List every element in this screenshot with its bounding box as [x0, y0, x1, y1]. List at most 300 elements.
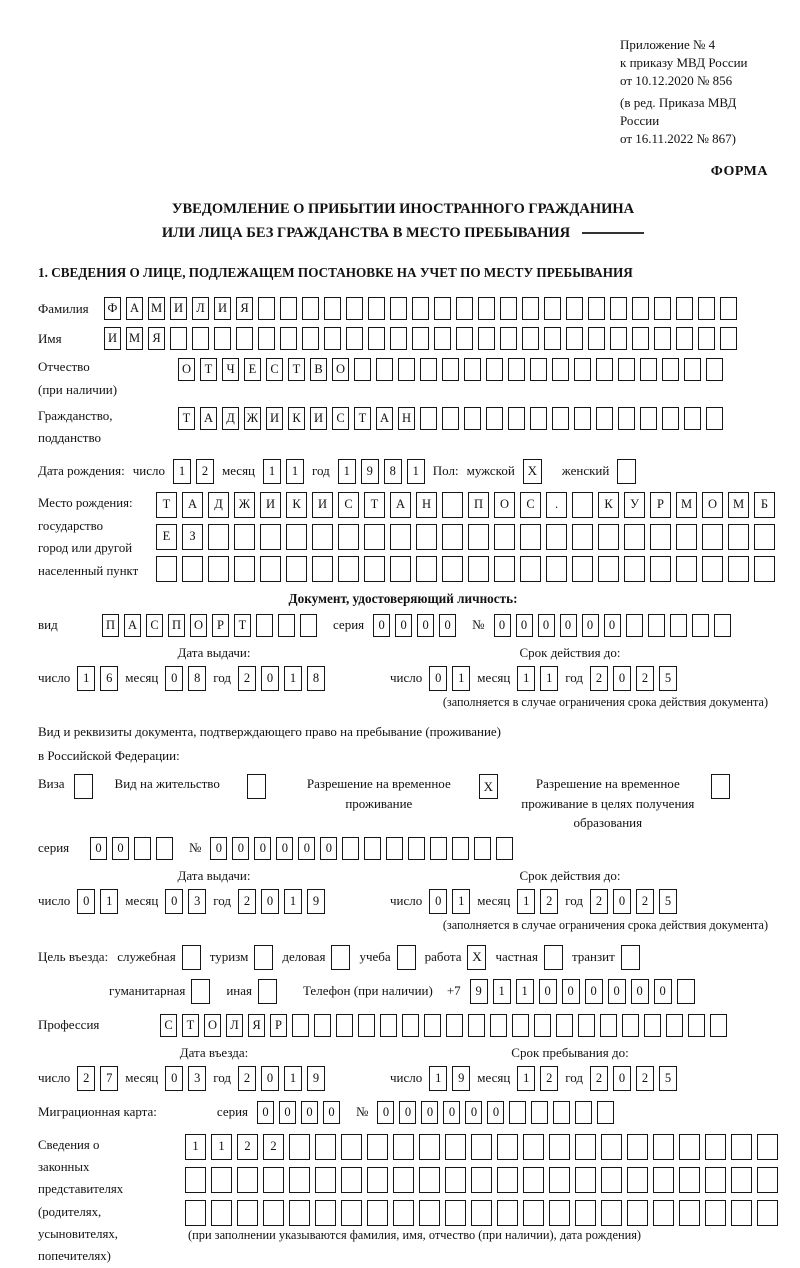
char-cell[interactable] [575, 1200, 596, 1226]
char-cell[interactable] [393, 1134, 414, 1160]
char-cell[interactable]: А [200, 407, 217, 430]
char-cell[interactable] [468, 1014, 485, 1037]
purpose-work-checkbox[interactable]: X [467, 945, 486, 970]
char-cell[interactable]: А [376, 407, 393, 430]
char-cell[interactable]: П [468, 492, 489, 518]
char-cell[interactable]: 0 [538, 614, 555, 637]
char-cell[interactable] [706, 358, 723, 381]
char-cell[interactable] [544, 297, 561, 320]
char-cell[interactable]: 0 [279, 1101, 296, 1124]
char-cell[interactable] [714, 614, 731, 637]
char-cell[interactable]: 1 [185, 1134, 206, 1160]
char-cell[interactable] [445, 1200, 466, 1226]
char-cell[interactable] [471, 1167, 492, 1193]
char-cell[interactable]: Я [236, 297, 253, 320]
char-cell[interactable] [728, 524, 749, 550]
char-cell[interactable] [731, 1134, 752, 1160]
char-cell[interactable]: 1 [284, 666, 302, 691]
char-cell[interactable]: Д [222, 407, 239, 430]
char-cell[interactable] [601, 1167, 622, 1193]
char-cell[interactable]: 0 [112, 837, 129, 860]
char-cell[interactable] [258, 297, 275, 320]
char-cell[interactable]: К [286, 492, 307, 518]
char-cell[interactable]: 6 [100, 666, 118, 691]
char-cell[interactable] [522, 327, 539, 350]
char-cell[interactable] [386, 837, 403, 860]
char-cell[interactable] [632, 297, 649, 320]
char-cell[interactable] [552, 358, 569, 381]
char-cell[interactable]: 0 [494, 614, 511, 637]
char-cell[interactable] [572, 524, 593, 550]
char-cell[interactable]: 0 [399, 1101, 416, 1124]
sex-female-checkbox[interactable] [617, 459, 636, 484]
char-cell[interactable] [315, 1200, 336, 1226]
char-cell[interactable]: О [494, 492, 515, 518]
char-cell[interactable]: 3 [188, 889, 206, 914]
char-cell[interactable]: 0 [254, 837, 271, 860]
char-cell[interactable]: Д [208, 492, 229, 518]
char-cell[interactable] [575, 1167, 596, 1193]
char-cell[interactable] [710, 1014, 727, 1037]
char-cell[interactable] [419, 1200, 440, 1226]
char-cell[interactable]: 0 [301, 1101, 318, 1124]
char-cell[interactable] [676, 297, 693, 320]
char-cell[interactable]: 0 [261, 1066, 279, 1091]
char-cell[interactable]: У [624, 492, 645, 518]
char-cell[interactable] [549, 1167, 570, 1193]
char-cell[interactable]: Р [650, 492, 671, 518]
char-cell[interactable]: А [390, 492, 411, 518]
char-cell[interactable] [523, 1134, 544, 1160]
char-cell[interactable]: 2 [263, 1134, 284, 1160]
char-cell[interactable]: 2 [636, 1066, 654, 1091]
char-cell[interactable] [640, 407, 657, 430]
char-cell[interactable] [456, 327, 473, 350]
char-cell[interactable] [676, 556, 697, 582]
char-cell[interactable]: 0 [421, 1101, 438, 1124]
char-cell[interactable] [393, 1200, 414, 1226]
purpose-official-checkbox[interactable] [182, 945, 201, 970]
char-cell[interactable]: Р [212, 614, 229, 637]
char-cell[interactable] [341, 1200, 362, 1226]
char-cell[interactable] [314, 1014, 331, 1037]
char-cell[interactable]: 2 [77, 1066, 95, 1091]
char-cell[interactable] [182, 556, 203, 582]
char-cell[interactable] [679, 1134, 700, 1160]
char-cell[interactable]: Т [200, 358, 217, 381]
char-cell[interactable] [312, 524, 333, 550]
char-cell[interactable] [486, 358, 503, 381]
purpose-tourism-checkbox[interactable] [254, 945, 273, 970]
char-cell[interactable]: М [728, 492, 749, 518]
char-cell[interactable]: 0 [631, 979, 649, 1004]
char-cell[interactable] [134, 837, 151, 860]
char-cell[interactable]: 1 [517, 666, 535, 691]
char-cell[interactable] [156, 556, 177, 582]
char-cell[interactable] [260, 524, 281, 550]
char-cell[interactable]: 2 [636, 666, 654, 691]
char-cell[interactable] [698, 327, 715, 350]
char-cell[interactable]: 1 [77, 666, 95, 691]
char-cell[interactable] [640, 358, 657, 381]
char-cell[interactable]: 0 [373, 614, 390, 637]
char-cell[interactable] [237, 1200, 258, 1226]
char-cell[interactable] [601, 1134, 622, 1160]
char-cell[interactable] [211, 1200, 232, 1226]
char-cell[interactable] [442, 407, 459, 430]
char-cell[interactable] [474, 837, 491, 860]
char-cell[interactable] [263, 1167, 284, 1193]
char-cell[interactable]: 0 [613, 889, 631, 914]
char-cell[interactable] [442, 524, 463, 550]
char-cell[interactable] [364, 837, 381, 860]
char-cell[interactable]: 0 [261, 889, 279, 914]
char-cell[interactable] [368, 297, 385, 320]
option-temp-residence-education-checkbox[interactable] [711, 774, 730, 799]
char-cell[interactable] [662, 358, 679, 381]
char-cell[interactable] [286, 556, 307, 582]
char-cell[interactable] [442, 492, 463, 518]
char-cell[interactable] [574, 358, 591, 381]
char-cell[interactable]: Т [156, 492, 177, 518]
char-cell[interactable] [280, 297, 297, 320]
char-cell[interactable] [412, 297, 429, 320]
option-temp-residence-checkbox[interactable]: X [479, 774, 498, 799]
char-cell[interactable] [286, 524, 307, 550]
char-cell[interactable]: 1 [540, 666, 558, 691]
char-cell[interactable] [424, 1014, 441, 1037]
char-cell[interactable]: 0 [539, 979, 557, 1004]
char-cell[interactable] [452, 837, 469, 860]
char-cell[interactable]: П [168, 614, 185, 637]
char-cell[interactable]: 0 [257, 1101, 274, 1124]
char-cell[interactable] [302, 297, 319, 320]
char-cell[interactable] [390, 556, 411, 582]
char-cell[interactable] [705, 1167, 726, 1193]
char-cell[interactable]: А [182, 492, 203, 518]
char-cell[interactable] [677, 979, 695, 1004]
char-cell[interactable]: С [146, 614, 163, 637]
char-cell[interactable]: 0 [487, 1101, 504, 1124]
char-cell[interactable] [556, 1014, 573, 1037]
char-cell[interactable]: 2 [636, 889, 654, 914]
char-cell[interactable] [596, 358, 613, 381]
char-cell[interactable] [364, 556, 385, 582]
char-cell[interactable] [598, 556, 619, 582]
char-cell[interactable] [471, 1134, 492, 1160]
char-cell[interactable] [346, 297, 363, 320]
char-cell[interactable]: О [332, 358, 349, 381]
char-cell[interactable]: 5 [659, 889, 677, 914]
char-cell[interactable] [662, 407, 679, 430]
char-cell[interactable] [258, 327, 275, 350]
char-cell[interactable] [156, 837, 173, 860]
char-cell[interactable]: 1 [263, 459, 281, 484]
char-cell[interactable]: О [190, 614, 207, 637]
char-cell[interactable]: 0 [276, 837, 293, 860]
char-cell[interactable]: К [288, 407, 305, 430]
char-cell[interactable]: 0 [320, 837, 337, 860]
char-cell[interactable] [575, 1101, 592, 1124]
char-cell[interactable]: Б [754, 492, 775, 518]
char-cell[interactable]: 2 [540, 1066, 558, 1091]
char-cell[interactable]: 0 [165, 666, 183, 691]
char-cell[interactable] [549, 1134, 570, 1160]
char-cell[interactable] [419, 1167, 440, 1193]
char-cell[interactable] [523, 1167, 544, 1193]
char-cell[interactable] [434, 327, 451, 350]
char-cell[interactable] [402, 1014, 419, 1037]
char-cell[interactable] [754, 556, 775, 582]
char-cell[interactable]: 7 [100, 1066, 118, 1091]
char-cell[interactable]: 1 [452, 666, 470, 691]
char-cell[interactable] [420, 407, 437, 430]
char-cell[interactable] [676, 327, 693, 350]
char-cell[interactable]: 1 [173, 459, 191, 484]
char-cell[interactable]: 3 [188, 1066, 206, 1091]
char-cell[interactable] [289, 1200, 310, 1226]
char-cell[interactable] [446, 1014, 463, 1037]
char-cell[interactable]: 1 [407, 459, 425, 484]
char-cell[interactable] [468, 556, 489, 582]
purpose-humanitarian-checkbox[interactable] [191, 979, 210, 1004]
char-cell[interactable] [368, 327, 385, 350]
char-cell[interactable]: О [702, 492, 723, 518]
char-cell[interactable] [653, 1200, 674, 1226]
char-cell[interactable]: Е [244, 358, 261, 381]
char-cell[interactable] [256, 614, 273, 637]
char-cell[interactable]: С [338, 492, 359, 518]
char-cell[interactable]: З [182, 524, 203, 550]
char-cell[interactable] [597, 1101, 614, 1124]
char-cell[interactable]: 2 [196, 459, 214, 484]
char-cell[interactable] [508, 407, 525, 430]
char-cell[interactable]: 0 [210, 837, 227, 860]
char-cell[interactable] [720, 297, 737, 320]
char-cell[interactable] [653, 1134, 674, 1160]
char-cell[interactable] [486, 407, 503, 430]
char-cell[interactable] [575, 1134, 596, 1160]
char-cell[interactable] [263, 1200, 284, 1226]
char-cell[interactable] [572, 492, 593, 518]
char-cell[interactable]: 0 [582, 614, 599, 637]
char-cell[interactable] [692, 614, 709, 637]
char-cell[interactable] [260, 556, 281, 582]
char-cell[interactable] [546, 524, 567, 550]
char-cell[interactable] [720, 327, 737, 350]
char-cell[interactable] [380, 1014, 397, 1037]
char-cell[interactable] [192, 327, 209, 350]
char-cell[interactable] [644, 1014, 661, 1037]
purpose-business-checkbox[interactable] [331, 945, 350, 970]
char-cell[interactable] [653, 1167, 674, 1193]
char-cell[interactable] [624, 524, 645, 550]
char-cell[interactable] [572, 556, 593, 582]
char-cell[interactable] [494, 556, 515, 582]
char-cell[interactable] [553, 1101, 570, 1124]
char-cell[interactable] [531, 1101, 548, 1124]
char-cell[interactable] [588, 297, 605, 320]
char-cell[interactable] [419, 1134, 440, 1160]
char-cell[interactable]: 0 [613, 666, 631, 691]
char-cell[interactable] [627, 1134, 648, 1160]
char-cell[interactable]: И [170, 297, 187, 320]
char-cell[interactable] [626, 614, 643, 637]
char-cell[interactable]: 0 [585, 979, 603, 1004]
char-cell[interactable]: П [102, 614, 119, 637]
char-cell[interactable] [731, 1200, 752, 1226]
char-cell[interactable] [292, 1014, 309, 1037]
option-residence-permit-checkbox[interactable] [247, 774, 266, 799]
char-cell[interactable]: 0 [604, 614, 621, 637]
char-cell[interactable]: 8 [188, 666, 206, 691]
char-cell[interactable] [624, 556, 645, 582]
char-cell[interactable] [367, 1200, 388, 1226]
char-cell[interactable] [346, 327, 363, 350]
char-cell[interactable]: 0 [417, 614, 434, 637]
char-cell[interactable]: А [126, 297, 143, 320]
char-cell[interactable] [341, 1167, 362, 1193]
char-cell[interactable] [336, 1014, 353, 1037]
char-cell[interactable]: 0 [90, 837, 107, 860]
char-cell[interactable] [416, 556, 437, 582]
char-cell[interactable] [610, 297, 627, 320]
char-cell[interactable] [367, 1167, 388, 1193]
char-cell[interactable] [601, 1200, 622, 1226]
char-cell[interactable] [364, 524, 385, 550]
char-cell[interactable] [234, 524, 255, 550]
char-cell[interactable]: 9 [470, 979, 488, 1004]
char-cell[interactable] [757, 1134, 778, 1160]
char-cell[interactable] [688, 1014, 705, 1037]
char-cell[interactable] [544, 327, 561, 350]
char-cell[interactable]: 0 [377, 1101, 394, 1124]
char-cell[interactable] [706, 407, 723, 430]
char-cell[interactable]: 1 [517, 889, 535, 914]
char-cell[interactable]: А [124, 614, 141, 637]
char-cell[interactable]: 0 [165, 889, 183, 914]
char-cell[interactable]: С [520, 492, 541, 518]
char-cell[interactable] [278, 614, 295, 637]
char-cell[interactable]: 0 [654, 979, 672, 1004]
char-cell[interactable] [530, 358, 547, 381]
char-cell[interactable] [236, 327, 253, 350]
char-cell[interactable] [566, 297, 583, 320]
char-cell[interactable] [698, 297, 715, 320]
char-cell[interactable]: И [312, 492, 333, 518]
char-cell[interactable] [530, 407, 547, 430]
char-cell[interactable]: И [104, 327, 121, 350]
char-cell[interactable] [508, 358, 525, 381]
char-cell[interactable] [648, 614, 665, 637]
char-cell[interactable]: Н [416, 492, 437, 518]
char-cell[interactable] [520, 524, 541, 550]
char-cell[interactable]: В [310, 358, 327, 381]
char-cell[interactable]: 9 [307, 1066, 325, 1091]
char-cell[interactable]: 0 [439, 614, 456, 637]
char-cell[interactable]: 2 [590, 666, 608, 691]
char-cell[interactable] [654, 327, 671, 350]
char-cell[interactable] [497, 1167, 518, 1193]
char-cell[interactable]: 8 [384, 459, 402, 484]
char-cell[interactable]: 9 [452, 1066, 470, 1091]
char-cell[interactable] [522, 297, 539, 320]
purpose-study-checkbox[interactable] [397, 945, 416, 970]
char-cell[interactable] [208, 556, 229, 582]
char-cell[interactable] [670, 614, 687, 637]
sex-male-checkbox[interactable]: X [523, 459, 542, 484]
char-cell[interactable] [456, 297, 473, 320]
char-cell[interactable]: 0 [608, 979, 626, 1004]
char-cell[interactable]: Я [248, 1014, 265, 1037]
char-cell[interactable] [315, 1167, 336, 1193]
char-cell[interactable]: Я [148, 327, 165, 350]
char-cell[interactable] [566, 327, 583, 350]
char-cell[interactable] [211, 1167, 232, 1193]
char-cell[interactable] [315, 1134, 336, 1160]
char-cell[interactable] [464, 358, 481, 381]
char-cell[interactable]: М [126, 327, 143, 350]
char-cell[interactable] [289, 1167, 310, 1193]
char-cell[interactable] [509, 1101, 526, 1124]
char-cell[interactable] [408, 837, 425, 860]
option-visa-checkbox[interactable] [74, 774, 93, 799]
char-cell[interactable]: 2 [590, 1066, 608, 1091]
char-cell[interactable]: 0 [298, 837, 315, 860]
char-cell[interactable]: И [214, 297, 231, 320]
char-cell[interactable]: Ч [222, 358, 239, 381]
char-cell[interactable] [705, 1200, 726, 1226]
char-cell[interactable]: Ф [104, 297, 121, 320]
char-cell[interactable]: К [598, 492, 619, 518]
char-cell[interactable] [280, 327, 297, 350]
char-cell[interactable] [341, 1134, 362, 1160]
char-cell[interactable]: Т [288, 358, 305, 381]
char-cell[interactable] [338, 556, 359, 582]
char-cell[interactable] [302, 327, 319, 350]
char-cell[interactable]: 0 [323, 1101, 340, 1124]
char-cell[interactable] [393, 1167, 414, 1193]
char-cell[interactable] [546, 556, 567, 582]
char-cell[interactable] [618, 407, 635, 430]
char-cell[interactable] [445, 1134, 466, 1160]
char-cell[interactable] [757, 1200, 778, 1226]
char-cell[interactable] [390, 327, 407, 350]
char-cell[interactable] [208, 524, 229, 550]
char-cell[interactable]: О [204, 1014, 221, 1037]
purpose-other-checkbox[interactable] [258, 979, 277, 1004]
char-cell[interactable] [596, 407, 613, 430]
char-cell[interactable]: 0 [516, 614, 533, 637]
char-cell[interactable] [390, 524, 411, 550]
char-cell[interactable] [757, 1167, 778, 1193]
char-cell[interactable] [185, 1200, 206, 1226]
char-cell[interactable] [627, 1200, 648, 1226]
char-cell[interactable]: 5 [659, 1066, 677, 1091]
char-cell[interactable] [490, 1014, 507, 1037]
char-cell[interactable] [170, 327, 187, 350]
char-cell[interactable] [185, 1167, 206, 1193]
char-cell[interactable]: С [160, 1014, 177, 1037]
char-cell[interactable] [237, 1167, 258, 1193]
char-cell[interactable] [412, 327, 429, 350]
char-cell[interactable]: 2 [540, 889, 558, 914]
char-cell[interactable]: 1 [493, 979, 511, 1004]
char-cell[interactable]: Ж [234, 492, 255, 518]
purpose-private-checkbox[interactable] [544, 945, 563, 970]
char-cell[interactable]: И [260, 492, 281, 518]
char-cell[interactable]: М [148, 297, 165, 320]
